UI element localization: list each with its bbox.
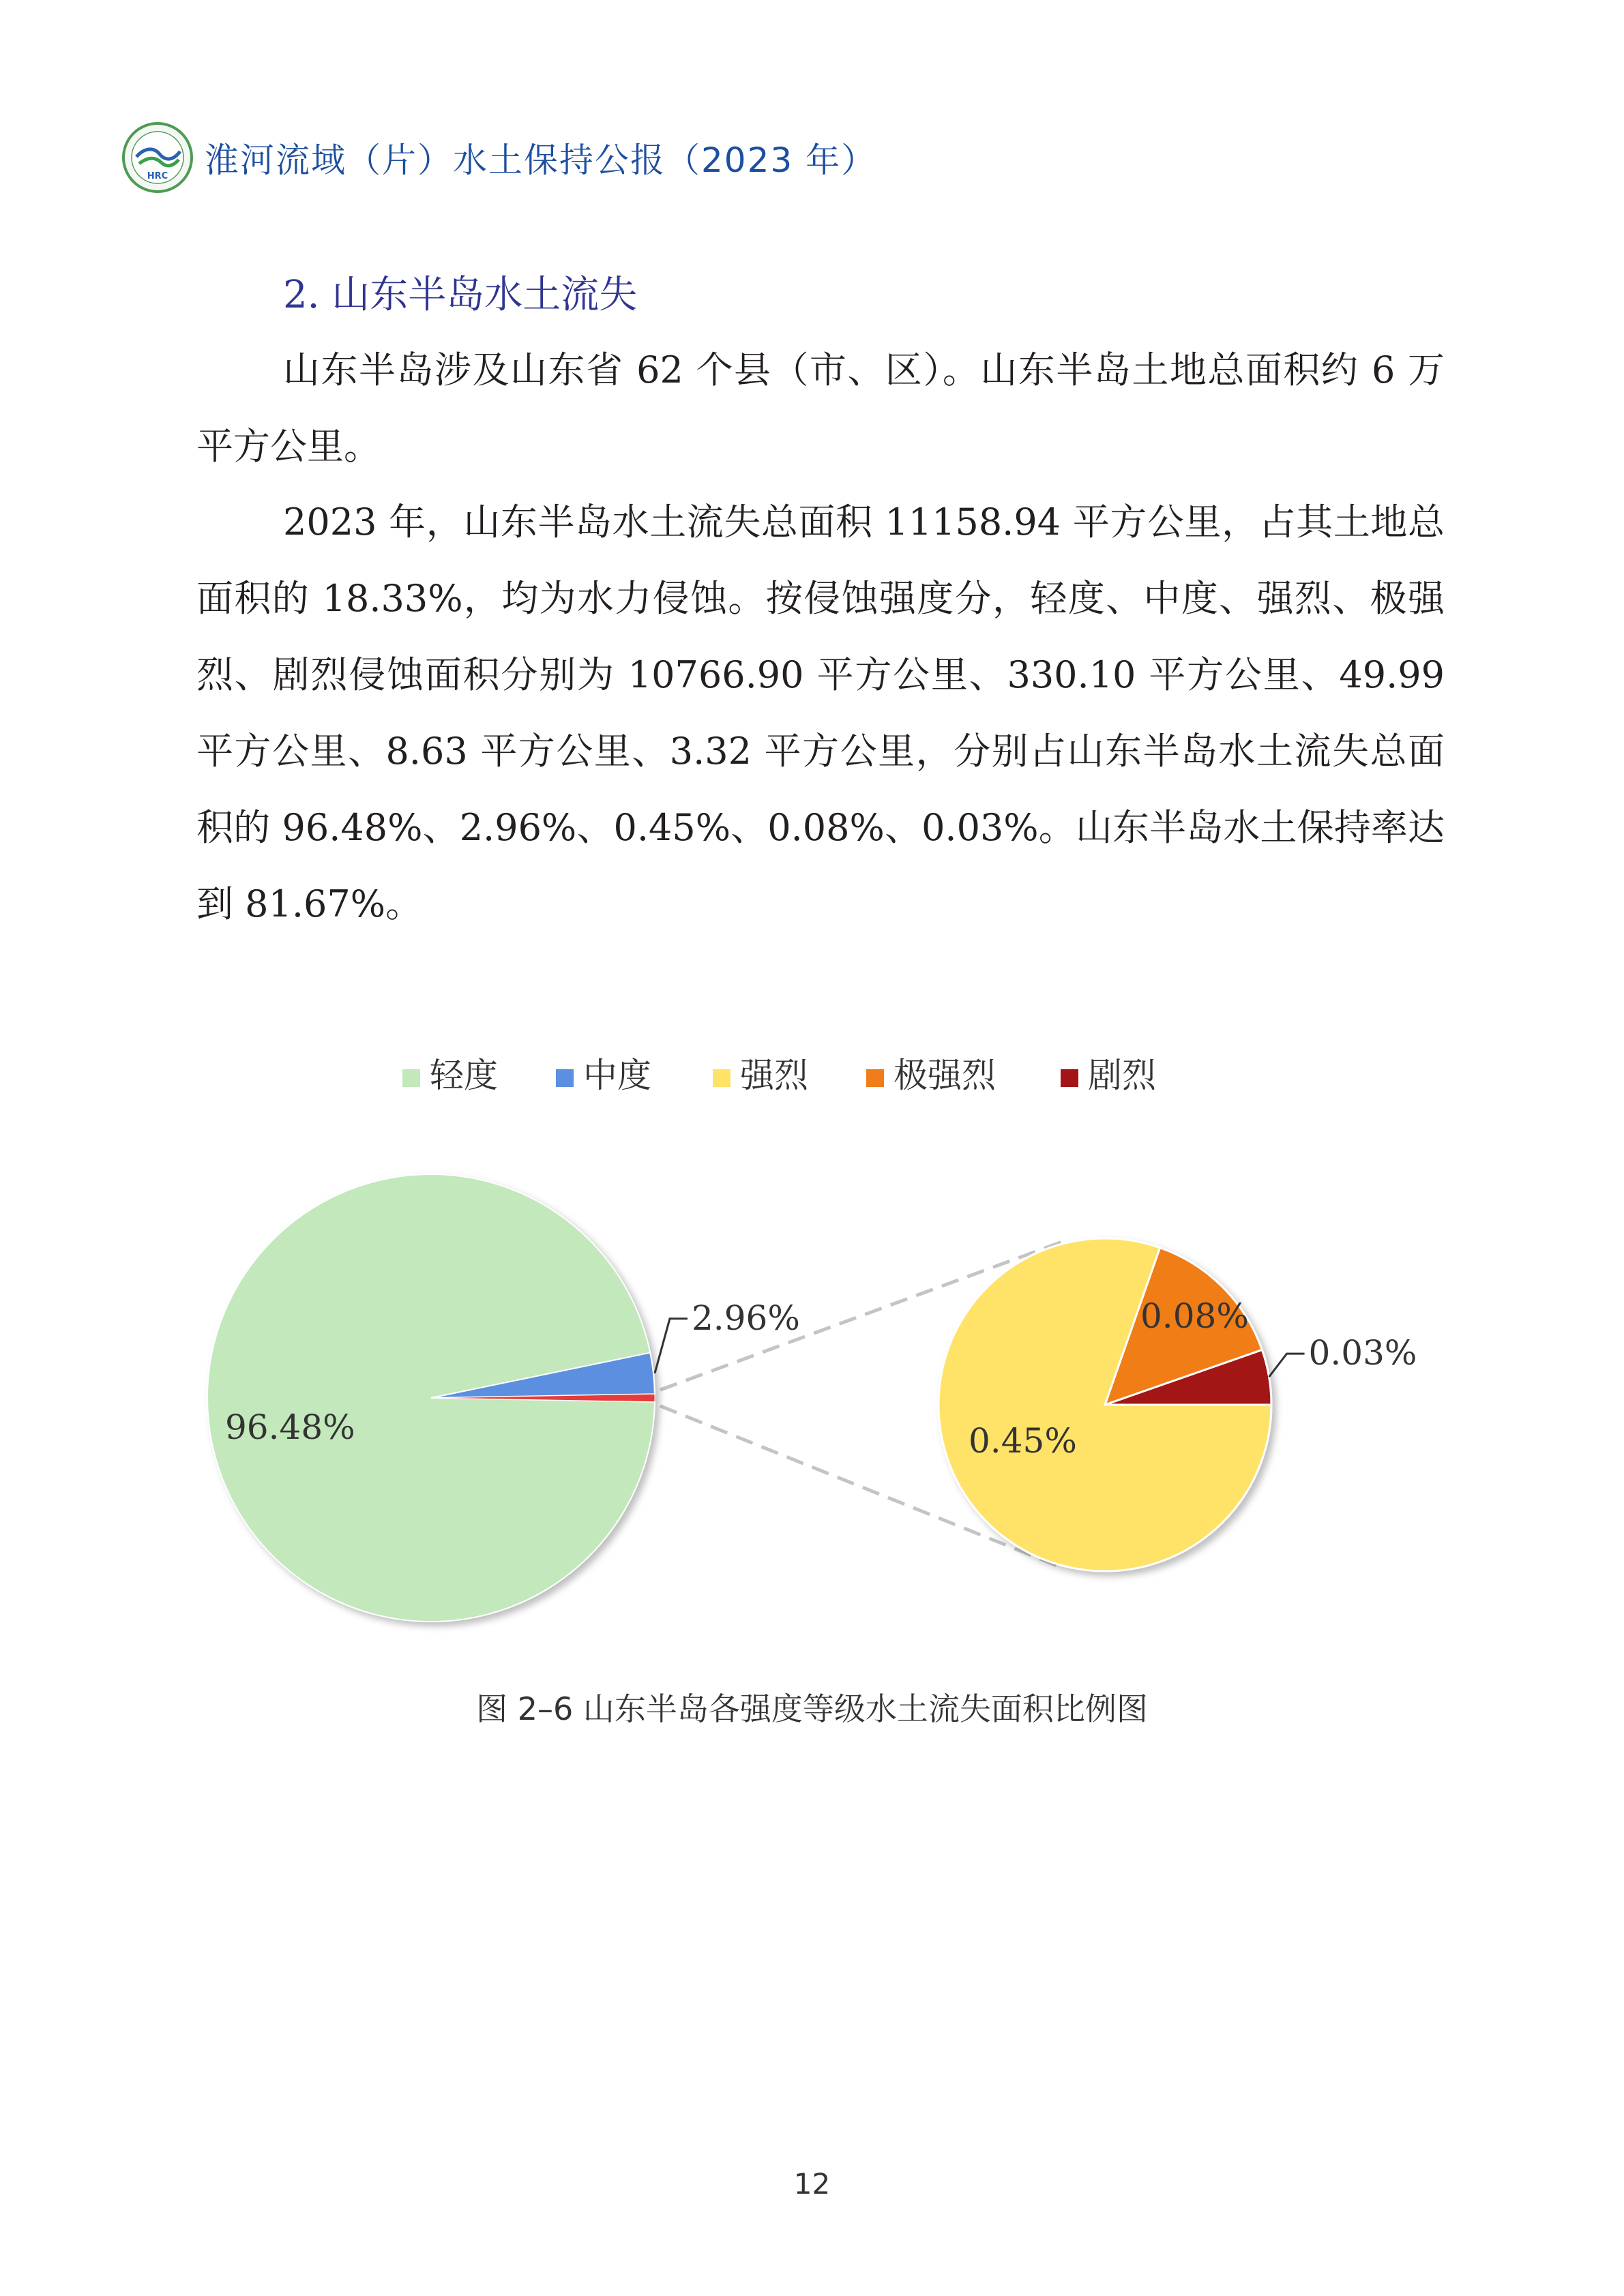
data-label: 2.96%: [691, 1298, 800, 1338]
page-number: 12: [793, 2167, 831, 2201]
legend-label: 强烈: [740, 1056, 808, 1095]
legend-swatch: [402, 1069, 420, 1087]
leader-line: [655, 1319, 688, 1373]
section-heading: 2. 山东半岛水土流失: [283, 273, 638, 317]
body-paragraph: 山东半岛涉及山东省 62 个县（市、区）。山东半岛土地总面积约 6 万平方公里。: [196, 348, 1445, 468]
legend-label: 轻度: [430, 1056, 498, 1095]
chart-legend: [402, 1056, 1157, 1095]
legend-swatch: [1061, 1069, 1078, 1087]
data-label: 0.45%: [969, 1421, 1077, 1461]
page-header: [121, 120, 876, 195]
legend-label: 极强烈: [894, 1056, 996, 1095]
figure-caption: 图 2–6 山东半岛各强度等级水土流失面积比例图: [476, 1690, 1148, 1727]
data-label: 96.48%: [225, 1407, 355, 1447]
legend-swatch: [556, 1069, 574, 1087]
header-title: 淮河流域（片）水土保持公报（2023 年）: [205, 140, 877, 180]
legend-swatch: [866, 1069, 884, 1087]
legend-swatch: [713, 1069, 730, 1087]
hrc-logo-icon: [121, 121, 194, 194]
legend-label: 中度: [583, 1056, 651, 1095]
logo-abbreviation: HRC: [147, 171, 168, 181]
leader-line: [1269, 1354, 1305, 1377]
body-paragraph: 2023 年，山东半岛水土流失总面积 11158.94 平方公里，占其土地总面积的 18.33%，均为水力侵蚀。按侵蚀强度分，轻度、中度、强烈、极强烈、剧烈侵蚀面积分别为 10766.90 平方公里、330.10 平方公里、49.99 平方公里、8.63 平方公里、3.32 平方公里，分别占山东半岛水土流失总面积的 96.48%、2.96%、0.45%、0.08%、0.03%。山东半岛水土保持率达到 81.67%。: [196, 501, 1445, 925]
pie-of-pie-chart: [0, 1023, 1624, 1650]
legend-label: 剧烈: [1088, 1056, 1156, 1095]
secondary-pie: [939, 1238, 1271, 1571]
main-pie: [207, 1174, 655, 1622]
data-label: 0.03%: [1308, 1333, 1417, 1373]
data-label: 0.08%: [1140, 1296, 1249, 1336]
